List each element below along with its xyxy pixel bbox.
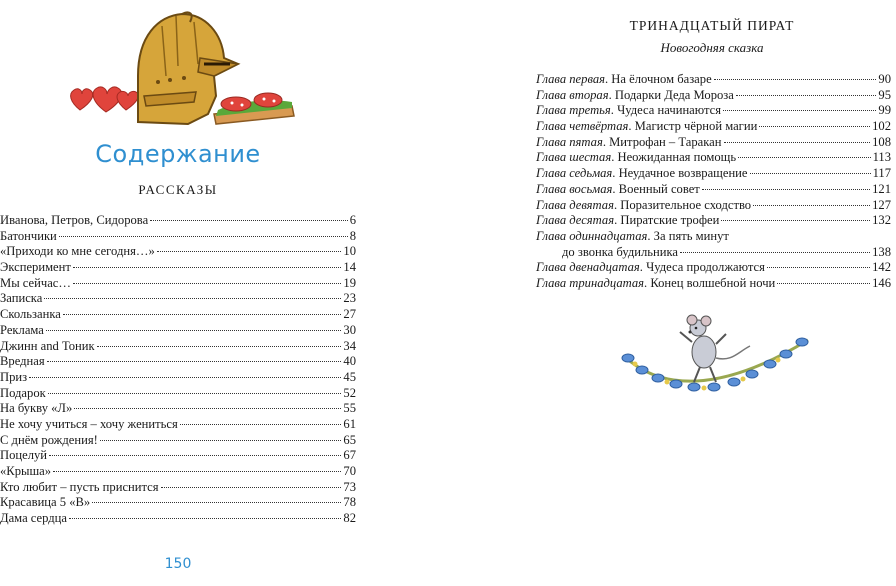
dot-leader — [73, 267, 342, 268]
dot-leader — [44, 298, 341, 299]
chapter-label: Глава одиннадцатая — [536, 228, 648, 243]
dot-leader — [73, 283, 341, 284]
entry-title: С днём рождения! — [0, 432, 98, 447]
dot-leader — [680, 252, 870, 253]
toc-entry[interactable] — [0, 229, 356, 245]
entry-page: 45 — [343, 369, 356, 384]
toc-heading: Содержание — [95, 140, 261, 168]
chapter-title: Подарки Деда Мороза — [614, 87, 734, 102]
chapter-title: На ёлочном базаре — [611, 72, 712, 86]
heart-icon — [71, 87, 139, 112]
entry-title: Эксперимент — [0, 260, 71, 275]
entry-title: Скользанка — [0, 307, 61, 322]
chapter-title: Чудеса начинаются — [617, 103, 722, 118]
toc-entry[interactable] — [0, 339, 356, 355]
dot-leader — [714, 79, 877, 80]
toc-entry[interactable] — [0, 448, 356, 464]
entry-page: 27 — [343, 307, 356, 322]
entry-title: Записка — [0, 291, 43, 306]
entry-title: Приз — [0, 369, 28, 384]
chapter-page: 113 — [872, 150, 891, 165]
toc-chapter-entry[interactable]: Глава одиннадцатая. За пять минут до звонка будильника 138 — [536, 228, 891, 259]
toc-chapter-entry[interactable]: Глава пятая. Митрофан – Таракан 108 — [536, 134, 891, 149]
entry-page: 65 — [343, 432, 356, 447]
entry-title: Джинн and Тоник — [0, 338, 95, 353]
dot-leader — [59, 236, 348, 237]
dot-leader — [736, 95, 877, 96]
knight-helmet-illustration — [66, 6, 306, 128]
dot-leader — [48, 393, 342, 394]
toc-entry[interactable] — [0, 370, 356, 386]
chapter-title: Военный совет — [618, 181, 700, 196]
dot-leader — [63, 314, 342, 315]
chapter-page: 99 — [878, 103, 891, 118]
chapter-label: Глава третья — [536, 103, 611, 118]
chapter-label: Глава девятая — [536, 197, 614, 212]
entry-title: Поцелуй — [0, 448, 48, 463]
toc-chapter-entry[interactable]: Глава вторая. Подарки Деда Мороза 95 — [536, 87, 891, 102]
toc-entry[interactable] — [0, 244, 356, 260]
chapter-title: Конец волшебной ночи — [650, 275, 776, 290]
entry-page: 6 — [349, 213, 356, 227]
chapter-page: 127 — [872, 197, 891, 212]
dot-leader — [161, 487, 342, 488]
chapter-page: 121 — [872, 181, 891, 196]
entry-page: 78 — [343, 495, 356, 510]
toc-entry[interactable] — [0, 213, 356, 229]
mouse-garland-illustration — [620, 312, 812, 396]
dot-leader — [702, 189, 870, 190]
entry-title: На букву «Л» — [0, 401, 73, 416]
chapter-title: Чудеса продолжаются — [646, 260, 765, 275]
entry-page: 61 — [343, 416, 356, 431]
dot-leader — [46, 330, 342, 331]
toc-entry[interactable] — [0, 291, 356, 307]
dot-leader — [750, 173, 871, 174]
dot-leader — [92, 502, 341, 503]
entry-title: «Приходи ко мне сегодня…» — [0, 244, 155, 259]
chapter-label: Глава шестая — [536, 150, 612, 165]
entry-page: 30 — [343, 322, 356, 337]
entry-page: 82 — [343, 511, 356, 526]
entry-title: Дама сердца — [0, 511, 68, 526]
chapter-label: Глава седьмая — [536, 166, 613, 181]
dot-leader — [759, 126, 870, 127]
sandwich-icon — [214, 93, 294, 124]
toc-entry[interactable] — [0, 433, 356, 449]
chapter-title: Магистр чёрной магии — [634, 119, 758, 134]
chapter-page: 90 — [878, 72, 891, 86]
entry-page: 73 — [343, 479, 356, 494]
entry-title: Иванова, Петров, Сидорова — [0, 213, 149, 227]
story-title: ТРИНАДЦАТЫЙ ПИРАТ — [629, 18, 795, 33]
entry-title: Вредная — [0, 354, 45, 369]
toc-chapter-entry[interactable]: Глава третья. Чудеса начинаются 99 — [536, 103, 891, 118]
entry-title: Мы сейчас… — [0, 275, 71, 290]
dot-leader — [47, 361, 342, 362]
right-page — [448, 0, 896, 586]
chapter-label: Глава двенадцатая — [536, 260, 640, 275]
toc-chapter-entry[interactable]: Глава двенадцатая. Чудеса продолжаются 142 — [536, 260, 891, 275]
chapter-label: Глава тринадцатая — [536, 275, 645, 290]
toc-chapter-entry[interactable]: Глава седьмая. Неудачное возвращение 117 — [536, 166, 891, 181]
toc-entry[interactable] — [0, 401, 356, 417]
chapter-page: 138 — [872, 244, 891, 259]
toc-entry[interactable] — [0, 354, 356, 370]
entry-page: 52 — [343, 385, 356, 400]
dot-leader — [53, 471, 341, 472]
chapter-label: Глава пятая — [536, 134, 603, 149]
entry-title: «Крыша» — [0, 464, 52, 478]
chapter-title: Поразительное сходство — [620, 197, 752, 212]
chapter-label: Глава восьмая — [536, 181, 613, 196]
chapter-page: 146 — [872, 275, 891, 290]
toc-chapter-entry[interactable]: Глава первая. На ёлочном базаре 90 — [536, 72, 891, 86]
dot-leader — [150, 220, 348, 221]
entry-page: 10 — [343, 244, 356, 259]
entry-title: Реклама — [0, 322, 44, 337]
toc-chapter-entry[interactable]: Глава четвёртая. Магистр чёрной магии 102 — [536, 119, 891, 134]
dot-leader — [724, 142, 871, 143]
toc-entry[interactable] — [0, 417, 356, 433]
chapter-page: 142 — [872, 260, 891, 275]
entry-title: Красавица 5 «В» — [0, 495, 91, 510]
dot-leader — [100, 440, 342, 441]
entry-page: 23 — [343, 291, 356, 306]
dot-leader — [767, 267, 870, 268]
dot-leader — [723, 110, 876, 111]
chapter-page: 117 — [872, 166, 891, 181]
dot-leader — [49, 455, 341, 456]
entry-page: 67 — [343, 448, 356, 463]
section-title-stories: РАССКАЗЫ — [138, 182, 218, 197]
chapter-page: 108 — [872, 134, 891, 149]
entry-page: 55 — [343, 401, 356, 416]
toc-chapter-entry[interactable]: Глава шестая. Неожиданная помощь 113 — [536, 150, 891, 165]
page-number: 150 — [164, 556, 192, 572]
chapter-label: Глава первая — [536, 72, 605, 86]
toc-stories-list — [0, 213, 356, 527]
toc-entry[interactable] — [0, 511, 356, 527]
chapter-label: Глава вторая — [536, 87, 609, 102]
toc-chapter-entry[interactable]: Глава девятая. Поразительное сходство 127 — [536, 197, 891, 212]
chapter-page: 102 — [872, 119, 891, 134]
dot-leader — [180, 424, 342, 425]
entry-page: 8 — [349, 228, 356, 243]
toc-chapter-entry[interactable]: Глава тринадцатая. Конец волшебной ночи 146 — [536, 275, 891, 290]
toc-entry[interactable] — [0, 495, 356, 511]
toc-entry[interactable] — [0, 323, 356, 339]
toc-entry[interactable] — [0, 307, 356, 323]
entry-title: Батончики — [0, 228, 57, 243]
chapter-title: Пиратские трофеи — [620, 213, 720, 228]
toc-entry[interactable] — [0, 480, 356, 496]
entry-title: Подарок — [0, 385, 46, 400]
dot-leader — [97, 346, 342, 347]
dot-leader — [721, 220, 870, 221]
toc-entry[interactable] — [0, 276, 356, 292]
chapter-label: Глава десятая — [536, 213, 615, 228]
toc-entry[interactable] — [0, 260, 356, 276]
chapter-page: 95 — [878, 87, 891, 102]
entry-page: 34 — [343, 338, 356, 353]
chapter-title: Неудачное возвращение — [618, 166, 748, 181]
entry-title: Кто любит – пусть приснится — [0, 479, 159, 494]
toc-entry[interactable] — [0, 464, 356, 480]
story-subtitle: Новогодняя сказка — [660, 40, 764, 55]
entry-page: 14 — [343, 260, 356, 275]
entry-title: Не хочу учиться – хочу жениться — [0, 416, 178, 431]
toc-chapter-entry[interactable]: Глава десятая. Пиратские трофеи 132 — [536, 213, 891, 228]
chapter-title: Неожиданная помощь — [617, 150, 737, 165]
dot-leader — [738, 157, 870, 158]
entry-page: 70 — [343, 464, 356, 478]
toc-chapter-entry[interactable]: Глава восьмая. Военный совет 121 — [536, 181, 891, 196]
dot-leader — [753, 205, 870, 206]
toc-entry[interactable] — [0, 386, 356, 402]
chapter-title: За пять минут — [653, 228, 729, 243]
chapter-title: Митрофан – Таракан — [609, 134, 722, 149]
chapter-page: 132 — [872, 213, 891, 228]
dot-leader — [74, 408, 341, 409]
chapter-title-continued: до звонка будильника — [562, 244, 678, 259]
entry-page: 19 — [343, 275, 356, 290]
dot-leader — [157, 251, 342, 252]
dot-leader — [69, 518, 341, 519]
entry-page: 40 — [343, 354, 356, 369]
dot-leader — [777, 283, 870, 284]
toc-chapters-list — [536, 72, 891, 292]
dot-leader — [29, 377, 341, 378]
chapter-label: Глава четвёртая — [536, 119, 629, 134]
